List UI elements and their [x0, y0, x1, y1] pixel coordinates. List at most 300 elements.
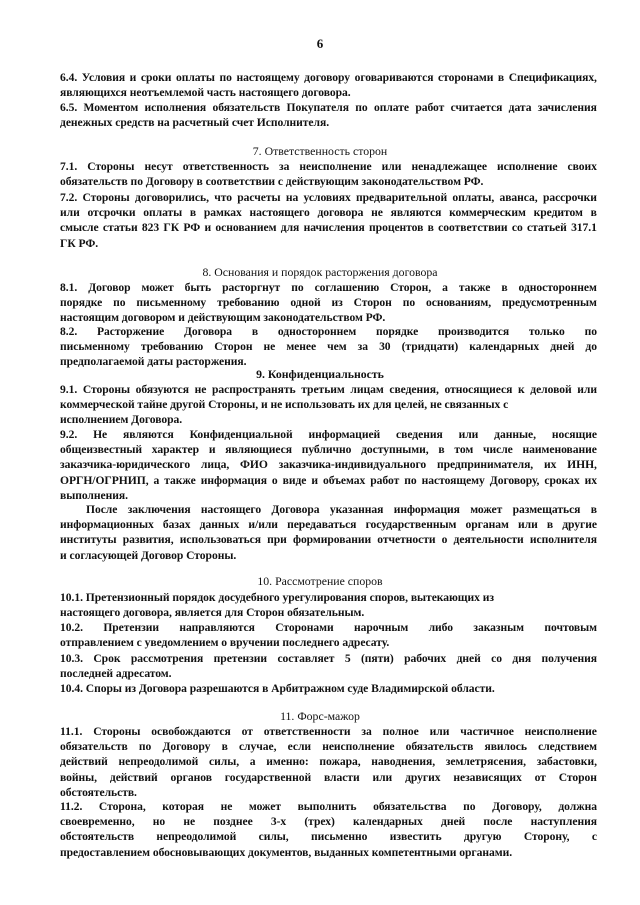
clause-10-3 [60, 651, 597, 681]
word: а [153, 473, 160, 487]
word: или [429, 725, 450, 738]
word: Сторон [558, 770, 597, 784]
clause-line: 10.4. Споры из Договора разрешаются в Арбитражном суде Владимирской области. [60, 682, 495, 695]
word: лицам [350, 383, 384, 396]
word: том [454, 443, 474, 457]
word: соглашению [314, 281, 380, 294]
word: следствием [538, 740, 597, 754]
word: позднее [213, 815, 253, 829]
word: в [497, 71, 505, 84]
clause-line [60, 442, 597, 457]
section-heading-10: 10. Рассмотрение споров [257, 574, 383, 588]
word: письменному [136, 296, 207, 310]
word: смысле [60, 221, 99, 235]
section-heading-7: 7. Ответственность сторон [252, 144, 388, 158]
word: 9.2. [60, 428, 78, 441]
word: 823 [141, 221, 160, 235]
word: обязуются [135, 383, 189, 396]
word: настоящего [200, 503, 262, 516]
word: настоящего [249, 206, 310, 220]
word: начисления [303, 221, 365, 235]
word: их [584, 473, 597, 487]
word: порядке [375, 325, 419, 338]
word: виде [282, 473, 307, 487]
clause-line: обязательств по Договору в соответствии с действующим законодательством РФ. [60, 175, 484, 189]
word: или [517, 518, 538, 532]
word: Сторонами [275, 621, 334, 634]
clause-line [60, 829, 597, 844]
clause-11-1 [60, 724, 597, 800]
word: договору [304, 71, 350, 84]
word: третьим [301, 383, 345, 396]
word: аванса, [499, 191, 538, 204]
word: размещаться [512, 503, 581, 516]
word: войны, [60, 770, 97, 784]
word: числе [482, 443, 513, 457]
word: в [221, 740, 228, 754]
word: считается [450, 101, 503, 114]
clause-line [60, 502, 597, 517]
clause-line [60, 724, 597, 739]
word: а [249, 755, 256, 769]
word: дней [456, 652, 481, 665]
word: нарочным [354, 621, 409, 634]
word: забастовки, [536, 755, 597, 769]
clause-line: настоящим договором и действующим законодательством РФ. [60, 311, 386, 325]
clause-line [60, 473, 597, 488]
clause-line [60, 100, 597, 115]
word: носящие [551, 428, 597, 441]
word: государственной [224, 770, 312, 784]
clause-10-2 [60, 620, 597, 650]
word: Не [93, 428, 108, 441]
clause-line [60, 814, 597, 829]
word: не [263, 340, 276, 354]
word: или [60, 206, 80, 220]
word: указанная [329, 503, 384, 516]
word: расчеты [237, 191, 281, 204]
word: неисполнение [299, 160, 372, 173]
word: информационных [60, 518, 154, 532]
word: ненадлежащее [411, 160, 487, 173]
word: деловой [530, 383, 572, 396]
word: оговариваются [354, 71, 434, 84]
word: исполнителя [529, 533, 597, 547]
word: известить [389, 830, 442, 844]
word: институты [60, 533, 117, 547]
word: порядке [60, 296, 103, 310]
word: 11.2. [60, 800, 83, 813]
word: в [427, 221, 434, 235]
word: дней [550, 340, 575, 354]
section-heading-11: 11. Форс-мажор [280, 709, 360, 723]
word: по [113, 296, 126, 310]
word: в [590, 206, 597, 220]
word: одностороннем [277, 325, 357, 338]
word: работ [370, 473, 400, 487]
word: соответствии [438, 221, 508, 235]
word: государственным [365, 518, 457, 532]
word: работ [415, 101, 445, 114]
word: производится [438, 325, 510, 338]
word: (пяти) [360, 652, 394, 665]
clause-line [60, 532, 597, 547]
word: развития, [122, 533, 174, 547]
word: со [511, 221, 523, 235]
word: Сторон [214, 340, 253, 354]
word: Моментом [83, 101, 139, 114]
clause-line [60, 295, 597, 310]
clause-line: коммерческой тайне другой Стороны, и не использовать их для целей, не связанных с [60, 398, 509, 412]
word: при [267, 533, 287, 547]
word: Сторона, [98, 800, 146, 813]
word: также [458, 281, 491, 294]
word: рабочих [404, 652, 447, 665]
word: сроки [140, 71, 172, 84]
word: Условия [81, 71, 126, 84]
word: деятельности [453, 533, 524, 547]
word: с [591, 830, 597, 844]
word: зачисления [537, 101, 597, 114]
clause-10-1 [60, 590, 597, 620]
word: 9.1. [60, 383, 78, 396]
word: получения [541, 652, 597, 665]
word: одной [290, 296, 321, 310]
word: выполнить [297, 800, 357, 813]
word: что [214, 191, 232, 204]
word: публично [301, 443, 352, 457]
word: наименование [522, 443, 597, 457]
word: частичное [460, 725, 514, 738]
clause-8-2 [60, 324, 597, 370]
word: Договора [183, 325, 233, 338]
word: а [442, 281, 448, 294]
word: либо [428, 621, 454, 634]
word: органам [465, 518, 509, 532]
word: если [287, 740, 312, 754]
clause-line [60, 280, 597, 295]
word: требованию [217, 296, 280, 310]
word: о [271, 473, 278, 487]
word: наступления [530, 815, 597, 829]
word: 8.2. [60, 325, 78, 338]
word: по [219, 71, 232, 84]
clause-line [60, 70, 597, 85]
word: не [183, 815, 196, 829]
clause-line [60, 205, 597, 220]
word: должна [558, 800, 597, 813]
word: 30 [379, 340, 391, 354]
clause-line: 10.1. Претензионный порядок досудебного урегулирования споров, вытекающих из [60, 591, 495, 604]
word: дней [441, 815, 466, 829]
word: обязательств [60, 740, 128, 754]
word: неисполнение [524, 725, 597, 738]
clause-line [60, 324, 597, 339]
word: исполнения [144, 101, 207, 114]
word: по [404, 473, 417, 487]
word: Договору, [492, 800, 542, 813]
word: менее [286, 340, 317, 354]
word: Стороны [82, 383, 131, 396]
word: чем [327, 340, 347, 354]
word: других [405, 770, 441, 784]
word: и [208, 443, 216, 457]
word: их [543, 458, 557, 472]
clause-line [60, 754, 597, 769]
word: по [138, 740, 152, 754]
word: сведения [396, 428, 443, 441]
word: информация [393, 503, 460, 516]
word: и/или [248, 518, 278, 532]
word: обязательства [373, 800, 447, 813]
clause-line: настоящего договора, является для Сторон обязательным. [60, 606, 365, 620]
word: Сторону, [523, 830, 570, 844]
word: не [194, 383, 207, 396]
word: может [470, 503, 503, 516]
word: также [164, 473, 196, 487]
word: настоящему [236, 71, 300, 84]
word: наводнения, [371, 755, 436, 769]
word: статьи [102, 221, 138, 235]
word: договорились, [134, 191, 209, 204]
clause-line [60, 457, 597, 472]
clause-8-1 [60, 280, 597, 326]
word: землетрясения, [445, 755, 526, 769]
clause-line [60, 770, 597, 785]
word: почтовым [544, 621, 597, 634]
word: формировании [292, 533, 372, 547]
word: Сторон [353, 296, 392, 310]
word: и [311, 473, 319, 487]
word: настоящему [421, 473, 485, 487]
word: со [491, 652, 503, 665]
word: силы, [209, 755, 240, 769]
word: за [357, 340, 368, 354]
word: После [86, 503, 118, 516]
word: Претензии [103, 621, 160, 634]
clause-line [60, 651, 597, 666]
word: быть [184, 281, 212, 294]
word: или [577, 383, 597, 396]
word: обстоятельств [60, 830, 135, 844]
word: заказчика-индивидуального [278, 458, 427, 472]
word: освобождаются [151, 725, 231, 738]
word: и [129, 71, 137, 84]
word: 6.5. [60, 101, 78, 114]
word: требованию [140, 340, 204, 354]
word: в [251, 325, 259, 338]
word: или [458, 428, 479, 441]
word: претензии [213, 652, 268, 665]
word: ГК [163, 221, 180, 235]
word: обязательств [212, 101, 281, 114]
word: по [355, 101, 368, 114]
clause-line: обстоятельств. [60, 785, 137, 799]
word: лица, [200, 458, 230, 472]
page-number: 6 [316, 36, 324, 51]
word: ИНН, [567, 458, 597, 472]
clause-line: выполнения. [60, 488, 128, 502]
word: в [590, 503, 597, 516]
clause-line [60, 799, 597, 814]
word: базах [162, 518, 191, 532]
word: другие [562, 518, 597, 532]
word: доступными, [361, 443, 429, 457]
word: своевременно, [60, 815, 135, 829]
word: власти [323, 770, 360, 784]
word: одностороннем [518, 281, 597, 294]
clause-line [60, 382, 597, 397]
word: (тридцати) [401, 340, 459, 354]
word: ответственность [182, 160, 269, 173]
clause-9-1 [60, 382, 597, 428]
word: за [279, 160, 290, 173]
word: предварительной [356, 191, 448, 204]
word: оплаты [175, 71, 215, 84]
word: по [291, 281, 304, 294]
word: Расторжение [97, 325, 165, 338]
word: Договор [88, 281, 131, 294]
word: календарных [352, 815, 423, 829]
word: отчетности [377, 533, 436, 547]
section-heading-8: 8. Основания и порядок расторжения договора [202, 265, 438, 279]
word: 11.1. [60, 725, 83, 738]
word: полное [382, 725, 419, 738]
word: Конфиденциальной [189, 428, 293, 441]
word: силы, [258, 830, 289, 844]
word: статьей [526, 221, 567, 235]
clause-line [60, 739, 597, 754]
word: 10.2. [60, 621, 83, 634]
word: заключения [127, 503, 191, 516]
word: характер [151, 443, 200, 457]
word: о [441, 533, 448, 547]
word: обязательств [405, 740, 474, 754]
word: сторонами [438, 71, 494, 84]
clause-9-3 [60, 502, 597, 563]
word: именно: [266, 755, 309, 769]
clause-7-1 [60, 159, 597, 189]
word: оплате [373, 101, 409, 114]
section-heading-9: 9. Конфиденциальность [256, 367, 384, 381]
word: рассмотрения [130, 652, 204, 665]
word: информацией [308, 428, 381, 441]
word: может [141, 281, 174, 294]
word: рассрочки [542, 191, 597, 204]
clause-6-5 [60, 100, 597, 130]
word: передаваться [287, 518, 357, 532]
word: или [372, 770, 393, 784]
word: являются [123, 428, 174, 441]
word: условиях [303, 191, 351, 204]
word: за [361, 725, 372, 738]
word: действий [109, 770, 158, 784]
word: относящиеся [444, 383, 513, 396]
word: другую [463, 830, 502, 844]
clause-line [60, 339, 597, 354]
word: после [483, 815, 513, 829]
word: может [248, 800, 281, 813]
word: ответственности [263, 725, 351, 738]
word: 317.1 [571, 221, 597, 235]
word: до [585, 340, 597, 354]
word: в [546, 518, 554, 532]
clause-line: ГК РФ. [60, 236, 99, 250]
word: 10.3. [60, 652, 83, 665]
word: пожара, [319, 755, 361, 769]
word: направляются [179, 621, 255, 634]
word: которая [162, 800, 204, 813]
word: являющиеся [225, 443, 292, 457]
word: заказным [473, 621, 525, 634]
word: Покупателя [286, 101, 349, 114]
word: к [517, 383, 525, 396]
word: сроках [544, 473, 580, 487]
clause-line: и согласующей Договор Стороны. [60, 548, 237, 562]
clause-line: предоставлением обосновывающих документов, выданных компетентными органами. [60, 845, 513, 859]
word: неисполнение [322, 740, 395, 754]
clause-line [60, 517, 597, 532]
word: являются [390, 206, 442, 220]
word: ФИО [240, 458, 268, 472]
word: явилось [484, 740, 527, 754]
word: своих [567, 160, 597, 173]
word: для [280, 221, 300, 235]
clause-9-2 [60, 427, 597, 503]
word: кредитом [533, 206, 583, 220]
clause-line: являющихся неотъемлемой часть настоящего договора. [60, 86, 351, 100]
word: непреодолимой [156, 830, 237, 844]
clause-7-2 [60, 190, 597, 251]
word: но [152, 815, 166, 829]
word: от [534, 770, 546, 784]
word: письменно [311, 830, 368, 844]
word: 5 [344, 652, 351, 665]
word: 7.2. [60, 191, 78, 204]
word: в [438, 443, 445, 457]
word: Договору, [489, 473, 540, 487]
word: рамках [203, 206, 242, 220]
clause-line [60, 159, 597, 174]
word: расторгнут [222, 281, 281, 294]
word: несут [144, 160, 173, 173]
word: Срок [93, 652, 121, 665]
word: распространять [212, 383, 296, 396]
clause-6-4 [60, 70, 597, 100]
word: органов [170, 770, 212, 784]
word: (трех) [304, 815, 335, 829]
word: договора [317, 206, 364, 220]
word: Стороны [82, 191, 130, 204]
word: основанием [215, 221, 277, 235]
word: Спецификациях, [508, 71, 597, 84]
clause-line: денежных средств на расчетный счет Исполнителя. [60, 116, 330, 130]
clause-line: последней адресатом. [60, 667, 172, 681]
word: или [381, 160, 402, 173]
word: дня [512, 652, 532, 665]
word: Договора [271, 503, 320, 516]
word: оплаты [143, 206, 183, 220]
word: по [402, 296, 416, 310]
clause-line: отправлением с уведомлением о вручении последнего адресату. [60, 636, 390, 650]
word: письменному [60, 340, 130, 354]
word: не [371, 206, 383, 220]
word: 3-х [270, 815, 287, 829]
word: исполнение [497, 160, 558, 173]
word: 6.4. [60, 71, 78, 84]
clause-10-4 [60, 681, 597, 696]
word: от [241, 725, 253, 738]
